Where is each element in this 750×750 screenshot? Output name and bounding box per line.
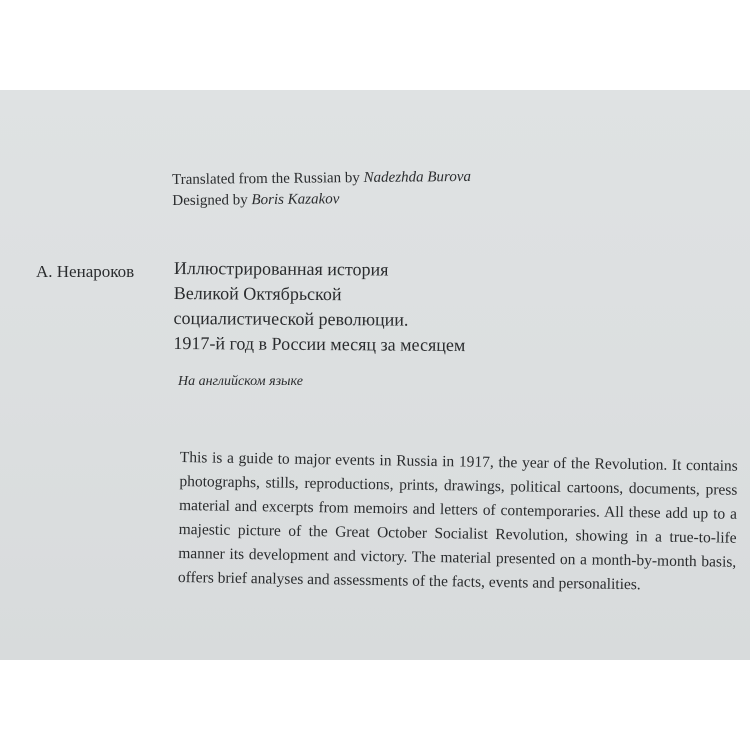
description-paragraph: This is a guide to major events in Russia in 1917, the year of the Revolution. It contains photographs, stills, reproductions, prints, drawings, political cartoons, documents, press material and excerpts from memoirs and letters of contemporaries. All these add up to a majestic picture of the Great October Socialist Revolution, showing in a true-to-life manner its development and victory. The material presented on a month-by-month basis, offers brief analyses and assessments of the facts, events and personalities. [177, 448, 738, 594]
designer-name: Boris Kazakov [251, 191, 340, 209]
designed-prefix: Designed by [172, 192, 248, 209]
title-line: Великой Октябрьской [173, 282, 342, 305]
book-title [173, 256, 466, 358]
translated-prefix: Translated from the Russian by [172, 170, 360, 188]
designer-credit [172, 188, 471, 212]
language-note: На английском языке [178, 374, 303, 389]
credits-block [172, 167, 471, 212]
title-line: Иллюстрированная история [173, 257, 389, 280]
title-line: 1917-й год в России месяц за месяцем [173, 332, 466, 356]
author-name: А. Ненароков [36, 262, 135, 281]
translator-credit [172, 167, 471, 191]
page-photo [0, 90, 750, 660]
title-line: социалистической революции. [173, 307, 409, 330]
translator-name: Nadezhda Burova [363, 168, 472, 186]
